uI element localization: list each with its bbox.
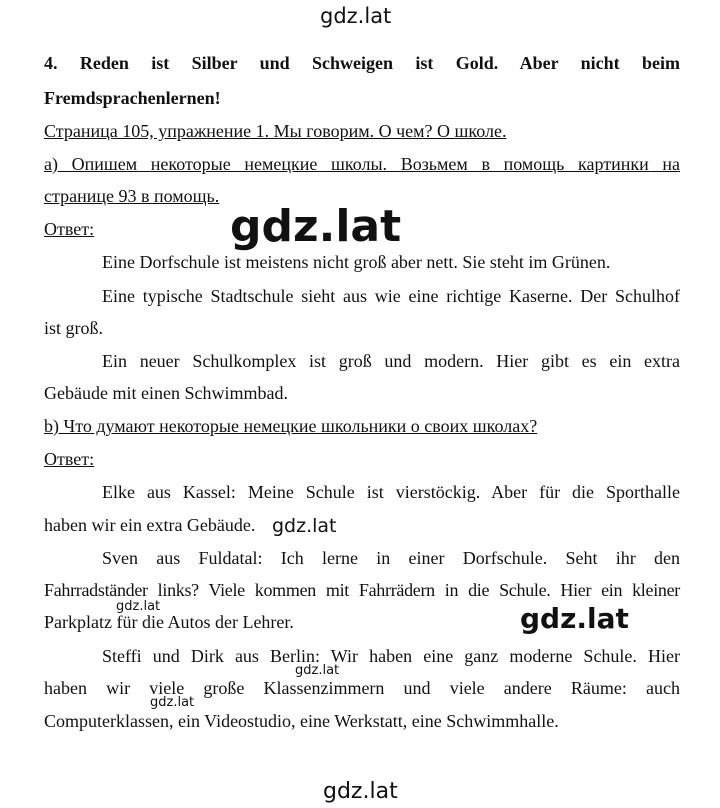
task-b: b) Что думают некоторые немецкие школьники о своих школах? — [44, 416, 538, 436]
answer-label-a: Ответ: — [44, 219, 95, 239]
watermark-bold-right: gdz.lat — [520, 602, 629, 635]
answer-b-paragraph1-line2: haben wir ein extra Gebäude. — [44, 515, 256, 535]
answer-label-b: Ответ: — [44, 449, 95, 469]
watermark-large: gdz.lat — [230, 201, 402, 252]
task-a-line1: а) Опишем некоторые немецкие школы. Возьмем в помощь картинки на — [44, 154, 680, 174]
answer-a-paragraph2-line1: Eine typische Stadtschule sieht aus wie eine richtige Kaserne. Der Schulhof — [102, 286, 680, 306]
answer-a-paragraph3-line1: Ein neuer Schulkomplex ist groß und modern. Hier gibt es ein extra — [102, 351, 680, 371]
answer-a-paragraph2-line2: ist groß. — [44, 318, 104, 338]
answer-b-paragraph3-line2: haben wir viele große Klassenzimmern und viele andere Räume: auch — [44, 678, 680, 698]
answer-b-paragraph3-line3: Computerklassen, ein Videostudio, eine Werkstatt, eine Schwimmhalle. — [44, 711, 559, 731]
exercise-heading-line1: 4. Reden ist Silber und Schweigen ist Gold. Aber nicht beim — [44, 53, 680, 73]
watermark-header: gdz.lat — [320, 4, 392, 28]
answer-b-paragraph1-line1: Elke aus Kassel: Meine Schule ist vierstöckig. Aber für die Sporthalle — [102, 482, 680, 502]
exercise-heading-line2: Fremdsprachenlernen! — [44, 88, 221, 108]
answer-b-paragraph2-line1: Sven aus Fuldatal: Ich lerne in einer Dorfschule. Seht ihr den — [102, 548, 680, 568]
watermark-footer: gdz.lat — [323, 779, 398, 804]
watermark-small-3: gdz.lat — [150, 695, 195, 710]
watermark-small-2: gdz.lat — [295, 663, 340, 678]
answer-b-paragraph3-line1: Steffi und Dirk aus Berlin: Wir haben eine ganz moderne Schule. Hier — [102, 646, 680, 666]
answer-b-paragraph2-line3: Parkplatz für die Autos der Lehrer. — [44, 612, 294, 632]
watermark-inline-1: gdz.lat — [272, 515, 337, 537]
watermark-small-1: gdz.lat — [116, 599, 161, 614]
task-header: Страница 105, упражнение 1. Мы говорим. О чем? О школе. — [44, 121, 507, 141]
answer-a-paragraph3-line2: Gebäude mit einen Schwimmbad. — [44, 383, 288, 403]
task-a-line2: странице 93 в помощь. — [44, 186, 220, 206]
answer-b-paragraph2-line2: Fahrradständer links? Viele kommen mit Fahrrädern in die Schule. Hier ein kleiner — [44, 580, 680, 600]
answer-a-paragraph1: Eine Dorfschule ist meistens nicht groß aber nett. Sie steht im Grünen. — [102, 252, 611, 272]
